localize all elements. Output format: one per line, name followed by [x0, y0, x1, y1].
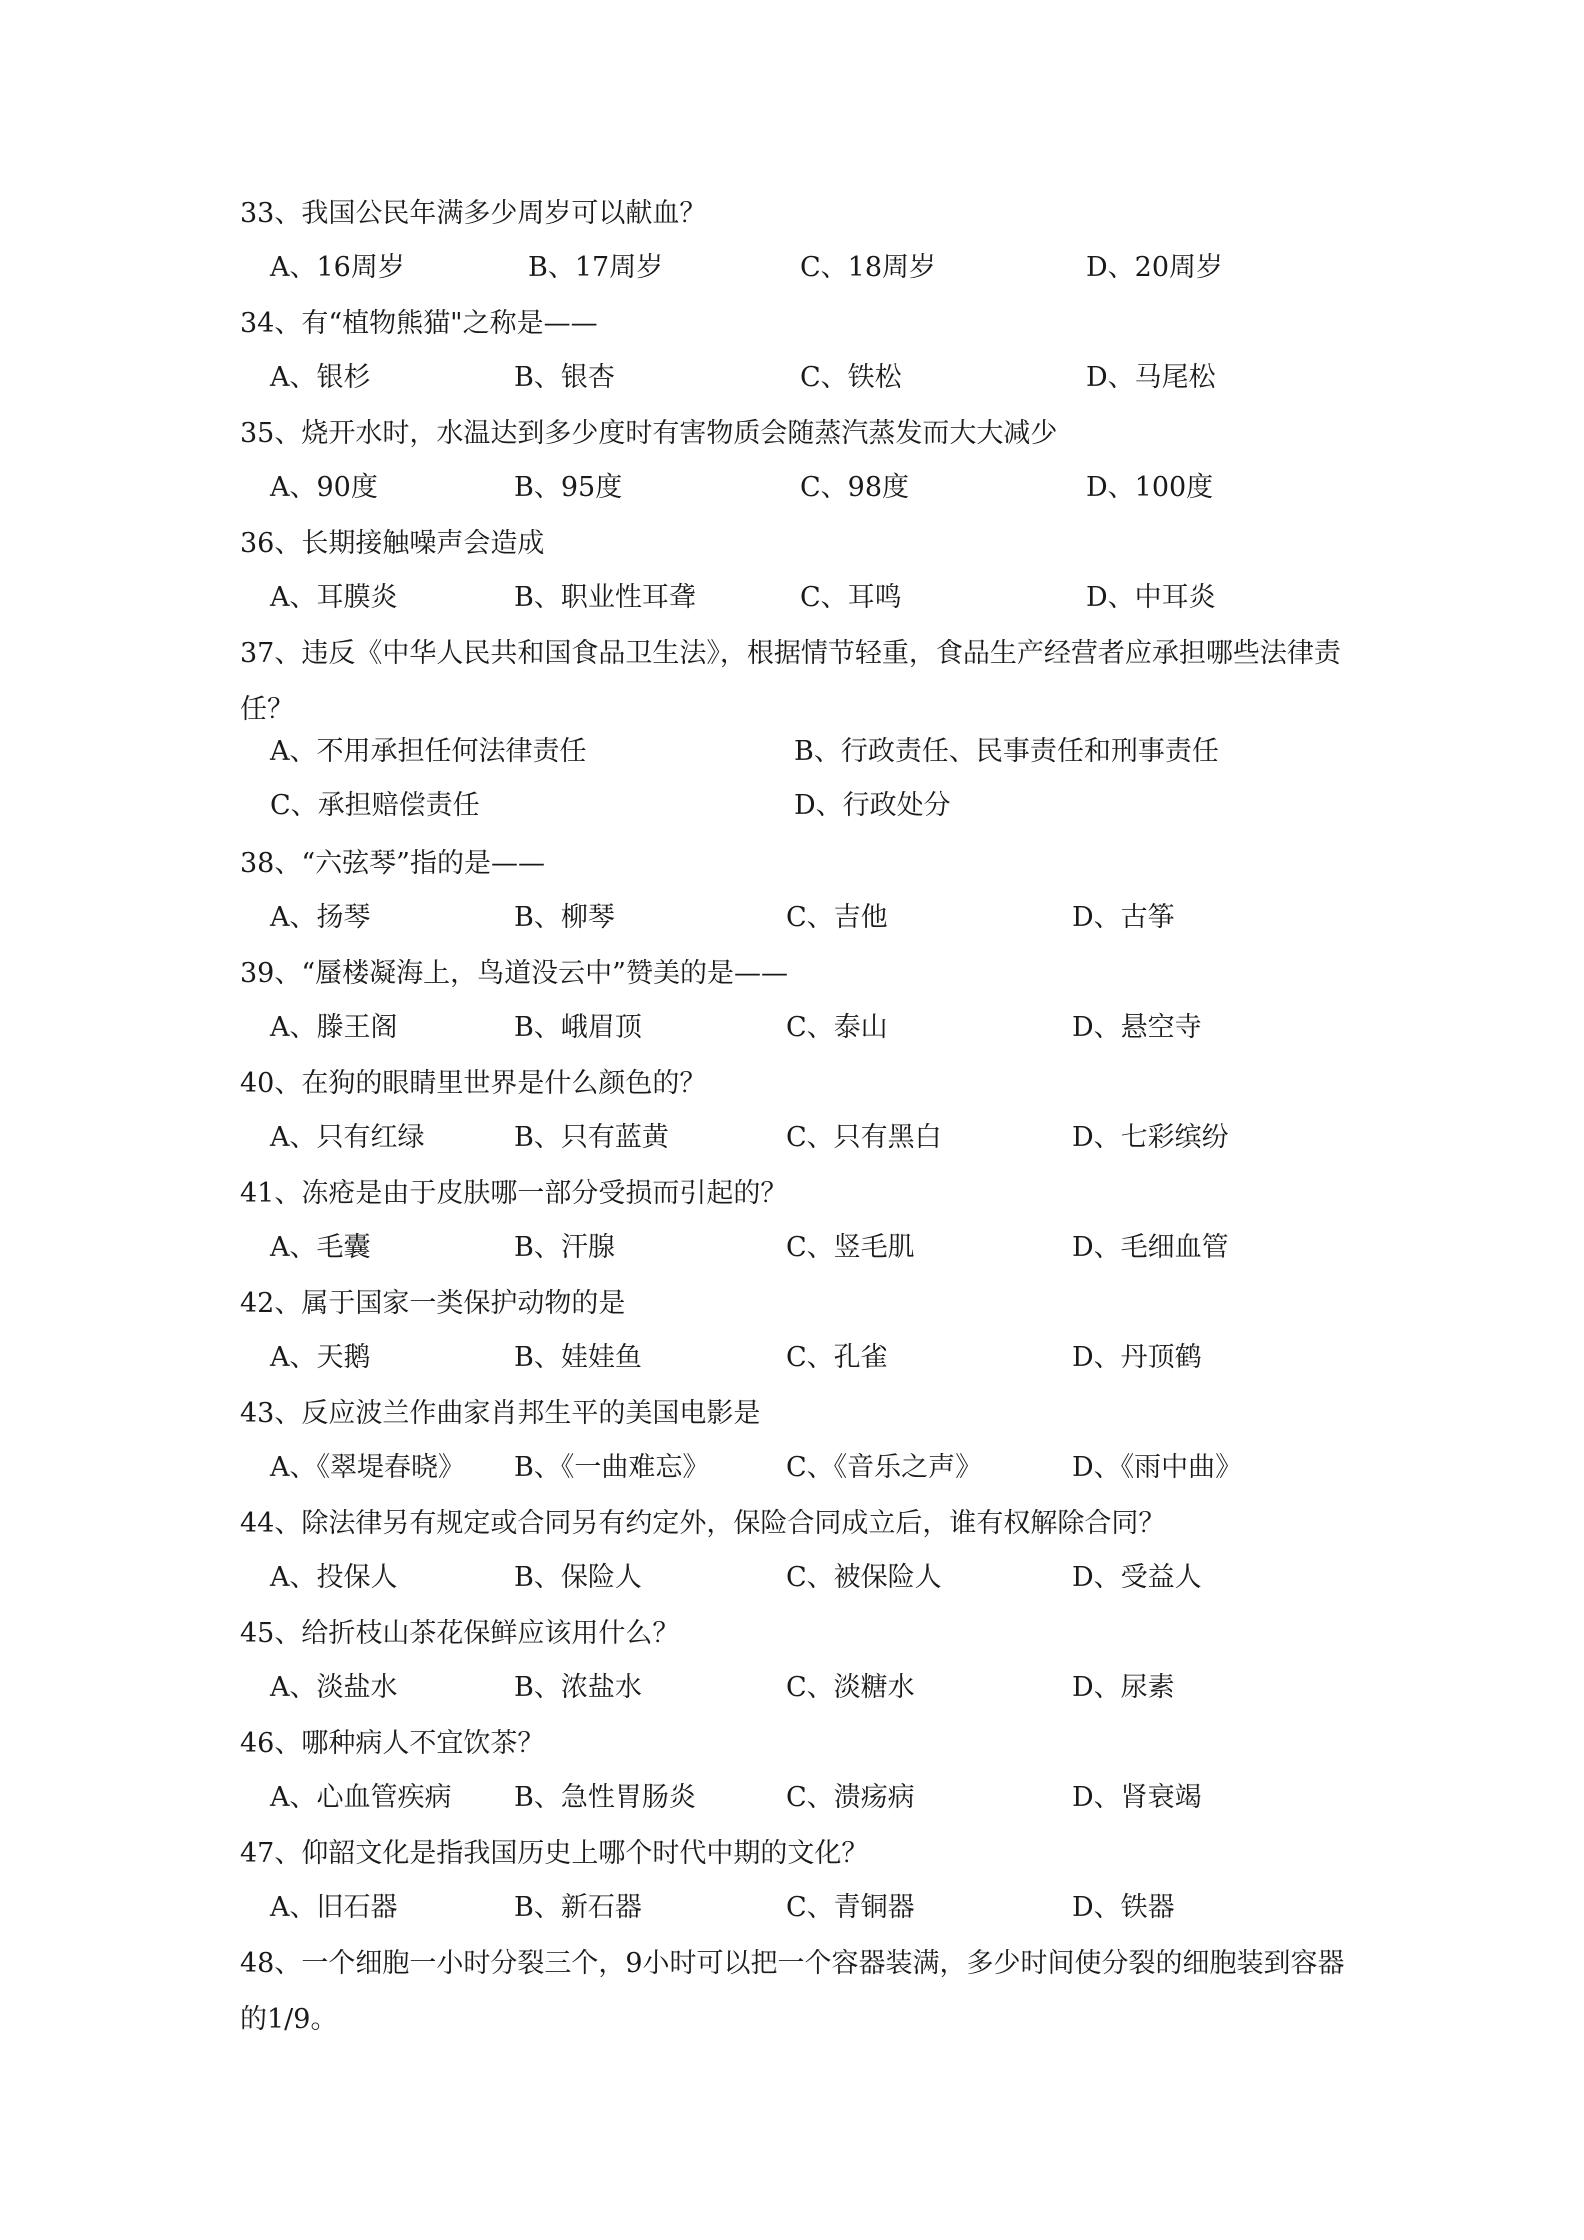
question-42: 42、属于国家一类保护动物的是	[240, 1288, 626, 1319]
option-b: B、《一曲难忘》	[514, 1452, 710, 1483]
options-37-row1	[0, 732, 1584, 772]
option-c: C、孔雀	[786, 1342, 888, 1373]
option-b: B、17周岁	[528, 252, 664, 283]
option-c: C、承担赔偿责任	[270, 790, 480, 821]
option-d: D、《雨中曲》	[1072, 1452, 1243, 1483]
options-33	[0, 248, 1584, 288]
question-35: 35、烧开水时，水温达到多少度时有害物质会随蒸汽蒸发而大大减少	[240, 418, 1058, 449]
options-34	[0, 358, 1584, 398]
option-b: B、娃娃鱼	[514, 1342, 642, 1373]
options-35	[0, 468, 1584, 508]
option-a: A、耳膜炎	[270, 582, 398, 613]
question-41: 41、冻疮是由于皮肤哪一部分受损而引起的？	[240, 1178, 788, 1209]
option-a: A、毛囊	[270, 1232, 371, 1263]
option-c: C、18周岁	[800, 252, 937, 283]
options-39	[0, 1008, 1584, 1048]
option-b: B、保险人	[514, 1562, 642, 1593]
question-45: 45、给折枝山茶花保鲜应该用什么？	[240, 1618, 680, 1649]
options-45	[0, 1668, 1584, 1708]
question-37: 37、违反《中华人民共和国食品卫生法》，根据情节轻重，食品生产经营者应承担哪些法律责任？	[240, 638, 1341, 725]
option-d: D、马尾松	[1086, 362, 1216, 393]
question-34: 34、有“植物熊猫"之称是——	[240, 308, 598, 339]
option-a: A、扬琴	[270, 902, 371, 933]
option-d: D、铁器	[1072, 1892, 1175, 1923]
option-b: B、行政责任、民事责任和刑事责任	[794, 736, 1219, 767]
option-c: C、98度	[800, 472, 910, 503]
question-43: 43、反应波兰作曲家肖邦生平的美国电影是	[240, 1398, 761, 1429]
option-a: A、银杉	[270, 362, 371, 393]
option-b: B、银杏	[514, 362, 615, 393]
option-c: C、《音乐之声》	[786, 1452, 983, 1483]
option-a: A、只有红绿	[270, 1122, 425, 1153]
options-41	[0, 1228, 1584, 1268]
question-47: 47、仰韶文化是指我国历史上哪个时代中期的文化？	[240, 1838, 869, 1869]
option-c: C、竖毛肌	[786, 1232, 915, 1263]
option-a: A、90度	[270, 472, 378, 503]
option-b: B、职业性耳聋	[514, 582, 696, 613]
option-d: D、100度	[1086, 472, 1214, 503]
option-a: A、淡盐水	[270, 1672, 398, 1703]
options-42	[0, 1338, 1584, 1378]
option-b: B、汗腺	[514, 1232, 615, 1263]
options-36	[0, 578, 1584, 618]
options-37-row2	[0, 786, 1584, 826]
option-d: D、20周岁	[1086, 252, 1224, 283]
option-d: D、七彩缤纷	[1072, 1122, 1229, 1153]
option-c: C、被保险人	[786, 1562, 942, 1593]
options-38	[0, 898, 1584, 938]
option-d: D、毛细血管	[1072, 1232, 1229, 1263]
option-d: D、行政处分	[794, 790, 951, 821]
option-c: C、溃疡病	[786, 1782, 915, 1813]
option-c: C、只有黑白	[786, 1122, 942, 1153]
question-46: 46、哪种病人不宜饮茶？	[240, 1728, 545, 1759]
option-a: A、投保人	[270, 1562, 398, 1593]
option-d: D、受益人	[1072, 1562, 1202, 1593]
option-c: C、淡糖水	[786, 1672, 915, 1703]
option-d: D、尿素	[1072, 1672, 1175, 1703]
options-46	[0, 1778, 1584, 1818]
question-48: 48、一个细胞一小时分裂三个，9小时可以把一个容器装满，多少时间使分裂的细胞装到容器的1/9。	[240, 1948, 1345, 2035]
option-d: D、悬空寺	[1072, 1012, 1202, 1043]
options-47	[0, 1888, 1584, 1928]
option-a: A、《翠堤春晓》	[270, 1452, 465, 1483]
option-a: A、16周岁	[270, 252, 405, 283]
option-a: A、滕王阁	[270, 1012, 398, 1043]
option-c: C、泰山	[786, 1012, 888, 1043]
option-b: B、急性胃肠炎	[514, 1782, 696, 1813]
option-c: C、耳鸣	[800, 582, 902, 613]
options-44	[0, 1558, 1584, 1598]
option-a: A、心血管疾病	[270, 1782, 452, 1813]
option-b: B、95度	[514, 472, 623, 503]
question-39: 39、“蜃楼凝海上，鸟道没云中”赞美的是——	[240, 958, 788, 989]
option-d: D、古筝	[1072, 902, 1175, 933]
options-43	[0, 1448, 1584, 1488]
question-38: 38、“六弦琴”指的是——	[240, 848, 545, 879]
option-a: A、不用承担任何法律责任	[270, 736, 587, 767]
option-b: B、只有蓝黄	[514, 1122, 669, 1153]
option-d: D、中耳炎	[1086, 582, 1216, 613]
option-c: C、吉他	[786, 902, 888, 933]
option-d: D、肾衰竭	[1072, 1782, 1202, 1813]
option-a: A、旧石器	[270, 1892, 398, 1923]
option-c: C、青铜器	[786, 1892, 915, 1923]
question-40: 40、在狗的眼睛里世界是什么颜色的？	[240, 1068, 707, 1099]
option-b: B、峨眉顶	[514, 1012, 642, 1043]
option-b: B、新石器	[514, 1892, 642, 1923]
question-44: 44、除法律另有规定或合同另有约定外，保险合同成立后，谁有权解除合同？	[240, 1508, 1166, 1539]
options-40	[0, 1118, 1584, 1158]
question-36: 36、长期接触噪声会造成	[240, 528, 545, 559]
option-b: B、柳琴	[514, 902, 615, 933]
option-b: B、浓盐水	[514, 1672, 642, 1703]
option-c: C、铁松	[800, 362, 902, 393]
question-33: 33、我国公民年满多少周岁可以献血？	[240, 198, 707, 229]
option-d: D、丹顶鹤	[1072, 1342, 1202, 1373]
option-a: A、天鹅	[270, 1342, 371, 1373]
